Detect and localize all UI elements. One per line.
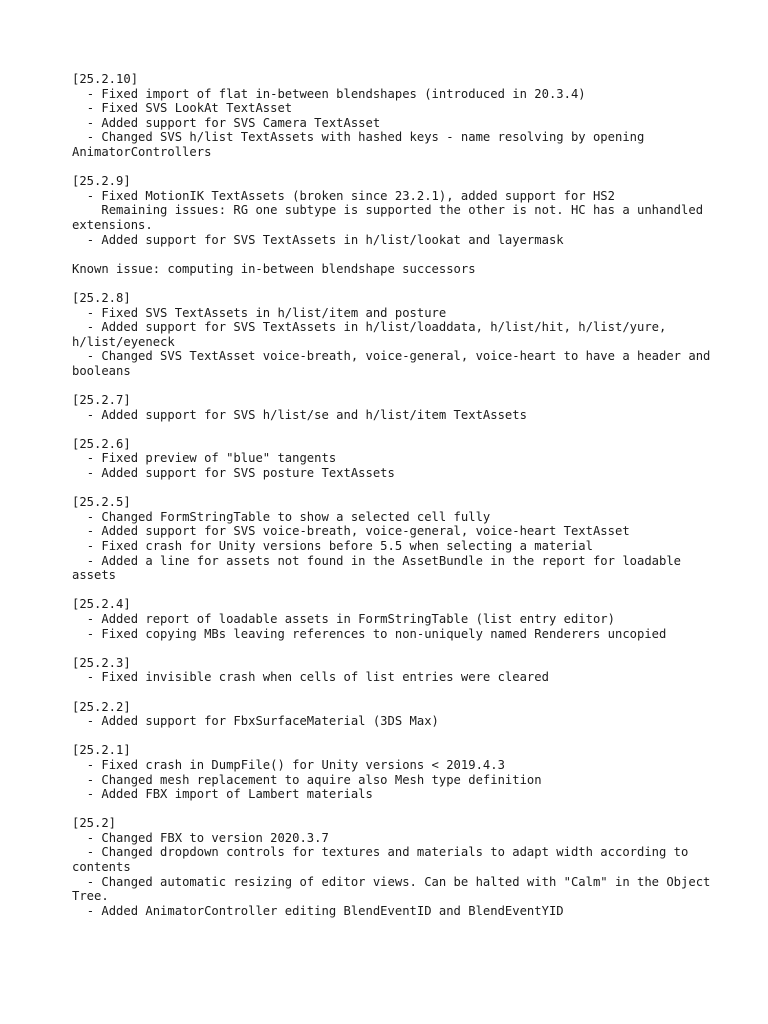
entry-heading: [25.2.5] [72, 495, 131, 510]
entry-line: - Added support for SVS Camera TextAsset [72, 115, 381, 130]
entry-heading: [25.2.9] [72, 174, 131, 189]
entry-heading: Known issue: computing in-between blendshape successors [72, 261, 476, 276]
entry-line: - Fixed invisible crash when cells of list entries were cleared [72, 670, 549, 685]
changelog-entry [72, 262, 712, 277]
entry-line: - Added support for SVS voice-breath, voice-general, voice-heart TextAsset [72, 524, 630, 539]
entry-line: - Changed FBX to version 2020.3.7 [72, 830, 329, 845]
changelog-entry [72, 290, 718, 379]
entry-heading: [25.2] [72, 816, 117, 831]
entry-line: - Fixed preview of "blue" tangents [72, 451, 337, 466]
entry-heading: [25.2.6] [72, 436, 131, 451]
entry-line: - Fixed crash for Unity versions before 5.5 when selecting a material [72, 539, 593, 553]
entry-line: - Added support for FbxSurfaceMaterial (3DS Max) [72, 714, 439, 729]
entry-line: Remaining issues: RG one subtype is supported the other is not. HC has a unhandled extensions. [72, 203, 711, 232]
changelog-entry [72, 437, 712, 481]
entry-line: - Changed automatic resizing of editor views. Can be halted with "Calm" in the Object Tree. [72, 874, 718, 904]
entry-heading: [25.2.1] [72, 743, 131, 758]
entry-line: - Added report of loadable assets in FormStringTable (list entry editor) [72, 611, 615, 626]
changelog-document [72, 72, 718, 933]
changelog-entry [72, 174, 712, 247]
changelog-entry [72, 393, 712, 422]
entry-line: - Added AnimatorController editing BlendEventID and BlendEventYID [72, 903, 564, 918]
entry-line: - Added FBX import of Lambert materials [72, 787, 373, 802]
entry-heading: [25.2.7] [72, 393, 131, 408]
entry-heading: [25.2.2] [72, 699, 131, 714]
entry-line: - Fixed copying MBs leaving references to non-uniquely named Renderers uncopied [72, 626, 667, 641]
entry-line: - Changed SVS h/list TextAssets with hashed keys - name resolving by opening AnimatorControllers [72, 130, 652, 159]
entry-line: - Fixed SVS TextAssets in h/list/item and posture [72, 305, 447, 320]
entry-line: - Fixed import of flat in-between blendshapes (introduced in 20.3.4) [72, 86, 586, 101]
entry-line: - Fixed SVS LookAt TextAsset [72, 101, 293, 116]
entry-line: - Fixed MotionIK TextAssets (broken since 23.2.1), added support for HS2 [72, 188, 615, 203]
entry-line: - Added support for SVS TextAssets in h/list/lookat and layermask [72, 232, 564, 247]
changelog-entry [72, 72, 712, 160]
changelog-entry [72, 495, 712, 583]
changelog-entry [72, 656, 712, 685]
entry-line: - Changed SVS TextAsset voice-breath, voice-general, voice-heart to have a header and booleans [72, 349, 718, 378]
changelog-entry [72, 700, 712, 729]
entry-line: - Fixed crash in DumpFile() for Unity versions < 2019.4.3 [72, 757, 505, 772]
entry-line: - Changed mesh replacement to aquire also Mesh type definition [72, 772, 542, 787]
entry-line: - Added a line for assets not found in the AssetBundle in the report for loadable assets [72, 553, 689, 583]
entry-heading: [25.2.8] [72, 290, 131, 305]
entry-heading: [25.2.10] [72, 72, 139, 86]
entry-line: - Changed dropdown controls for textures and materials to adapt width according to contents [72, 845, 696, 875]
entry-line: - Added support for SVS TextAssets in h/list/loaddata, h/list/hit, h/list/yure, h/list/eyeneck [72, 320, 674, 349]
changelog-entry [72, 816, 718, 918]
entry-line: - Added support for SVS h/list/se and h/list/item TextAssets [72, 407, 527, 422]
entry-line: - Changed FormStringTable to show a selected cell fully [72, 509, 491, 524]
changelog-entry [72, 743, 712, 801]
changelog-entry [72, 597, 712, 641]
entry-heading: [25.2.4] [72, 597, 131, 612]
entry-heading: [25.2.3] [72, 655, 131, 670]
entry-line: - Added support for SVS posture TextAssets [72, 466, 395, 481]
